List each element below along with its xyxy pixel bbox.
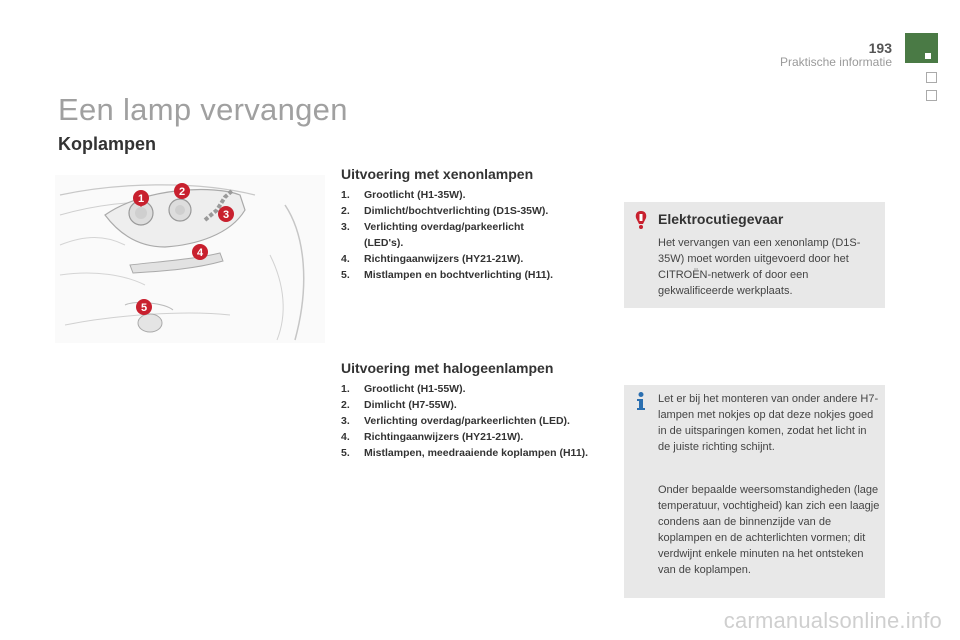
svg-text:5: 5 xyxy=(140,302,148,314)
chapter-marker xyxy=(926,72,937,83)
info-icon xyxy=(633,391,649,411)
warning-box xyxy=(624,202,885,308)
warning-title: Elektrocutiegevaar xyxy=(658,211,784,227)
svg-text:1: 1 xyxy=(137,193,145,205)
list-item: 5. Mistlampen, meedraaiende koplampen (H11). xyxy=(341,447,589,459)
xenon-heading: Uitvoering met xenonlampen xyxy=(341,166,534,182)
page-title: Een lamp vervangen xyxy=(58,92,348,127)
info-paragraph-1: Let er bij het monteren van onder andere H7-lampen met nokjes op dat deze nokjes goed in de uitsparingen komen, zodat het licht in de juiste richting schijnt. xyxy=(658,393,879,453)
svg-text:3: 3 xyxy=(222,209,230,221)
list-item: 1. Grootlicht (H1-35W). xyxy=(341,189,466,201)
section-label: Praktische informatie xyxy=(779,55,892,69)
watermark: carmanualsonline.info xyxy=(723,608,942,633)
list-item: 3. Verlichting overdag/parkeerlicht (LED's). xyxy=(341,221,524,249)
info-box xyxy=(624,385,885,598)
chapter-tab xyxy=(905,33,938,63)
list-item: 2. Dimlicht (H7-55W). xyxy=(341,399,457,411)
exclamation-icon xyxy=(633,210,649,230)
halogen-list xyxy=(341,381,601,461)
list-item: 2. Dimlicht/bochtverlichting (D1S-35W). xyxy=(341,205,549,217)
warning-text: Het vervangen van een xenonlamp (D1S-35W) moet worden uitgevoerd door het CITROËN-netwerk of door een gekwalificeerde werkplaats. xyxy=(658,237,861,297)
list-item: 3. Verlichting overdag/parkeerlichten (LED). xyxy=(341,415,570,427)
page-number: 193 xyxy=(868,40,892,56)
xenon-list xyxy=(341,187,566,283)
list-item: 4. Richtingaanwijzers (HY21-21W). xyxy=(341,431,524,443)
svg-text:2: 2 xyxy=(178,186,186,198)
halogen-heading: Uitvoering met halogeenlampen xyxy=(341,360,554,376)
chapter-marker xyxy=(926,90,937,101)
svg-text:4: 4 xyxy=(196,247,204,259)
callout-4 xyxy=(192,244,208,260)
section-subtitle: Koplampen xyxy=(58,134,157,154)
list-item: 4. Richtingaanwijzers (HY21-21W). xyxy=(341,253,524,265)
callout-3 xyxy=(218,206,234,222)
callout-5 xyxy=(136,299,152,315)
list-item: 1. Grootlicht (H1-55W). xyxy=(341,383,466,395)
callout-2 xyxy=(174,183,190,199)
info-paragraph-2: Onder bepaalde weersomstandigheden (lage temperatuur, vochtigheid) kan zich een laagje condens aan de binnenzijde van de koplampen en de achterlichten vormen; dit verdwijnt enkele minuten na het ontsteken van de koplampen. xyxy=(658,484,880,576)
headlamp-illustration xyxy=(55,175,325,343)
list-item: 5. Mistlampen en bochtverlichting (H11). xyxy=(341,269,554,281)
